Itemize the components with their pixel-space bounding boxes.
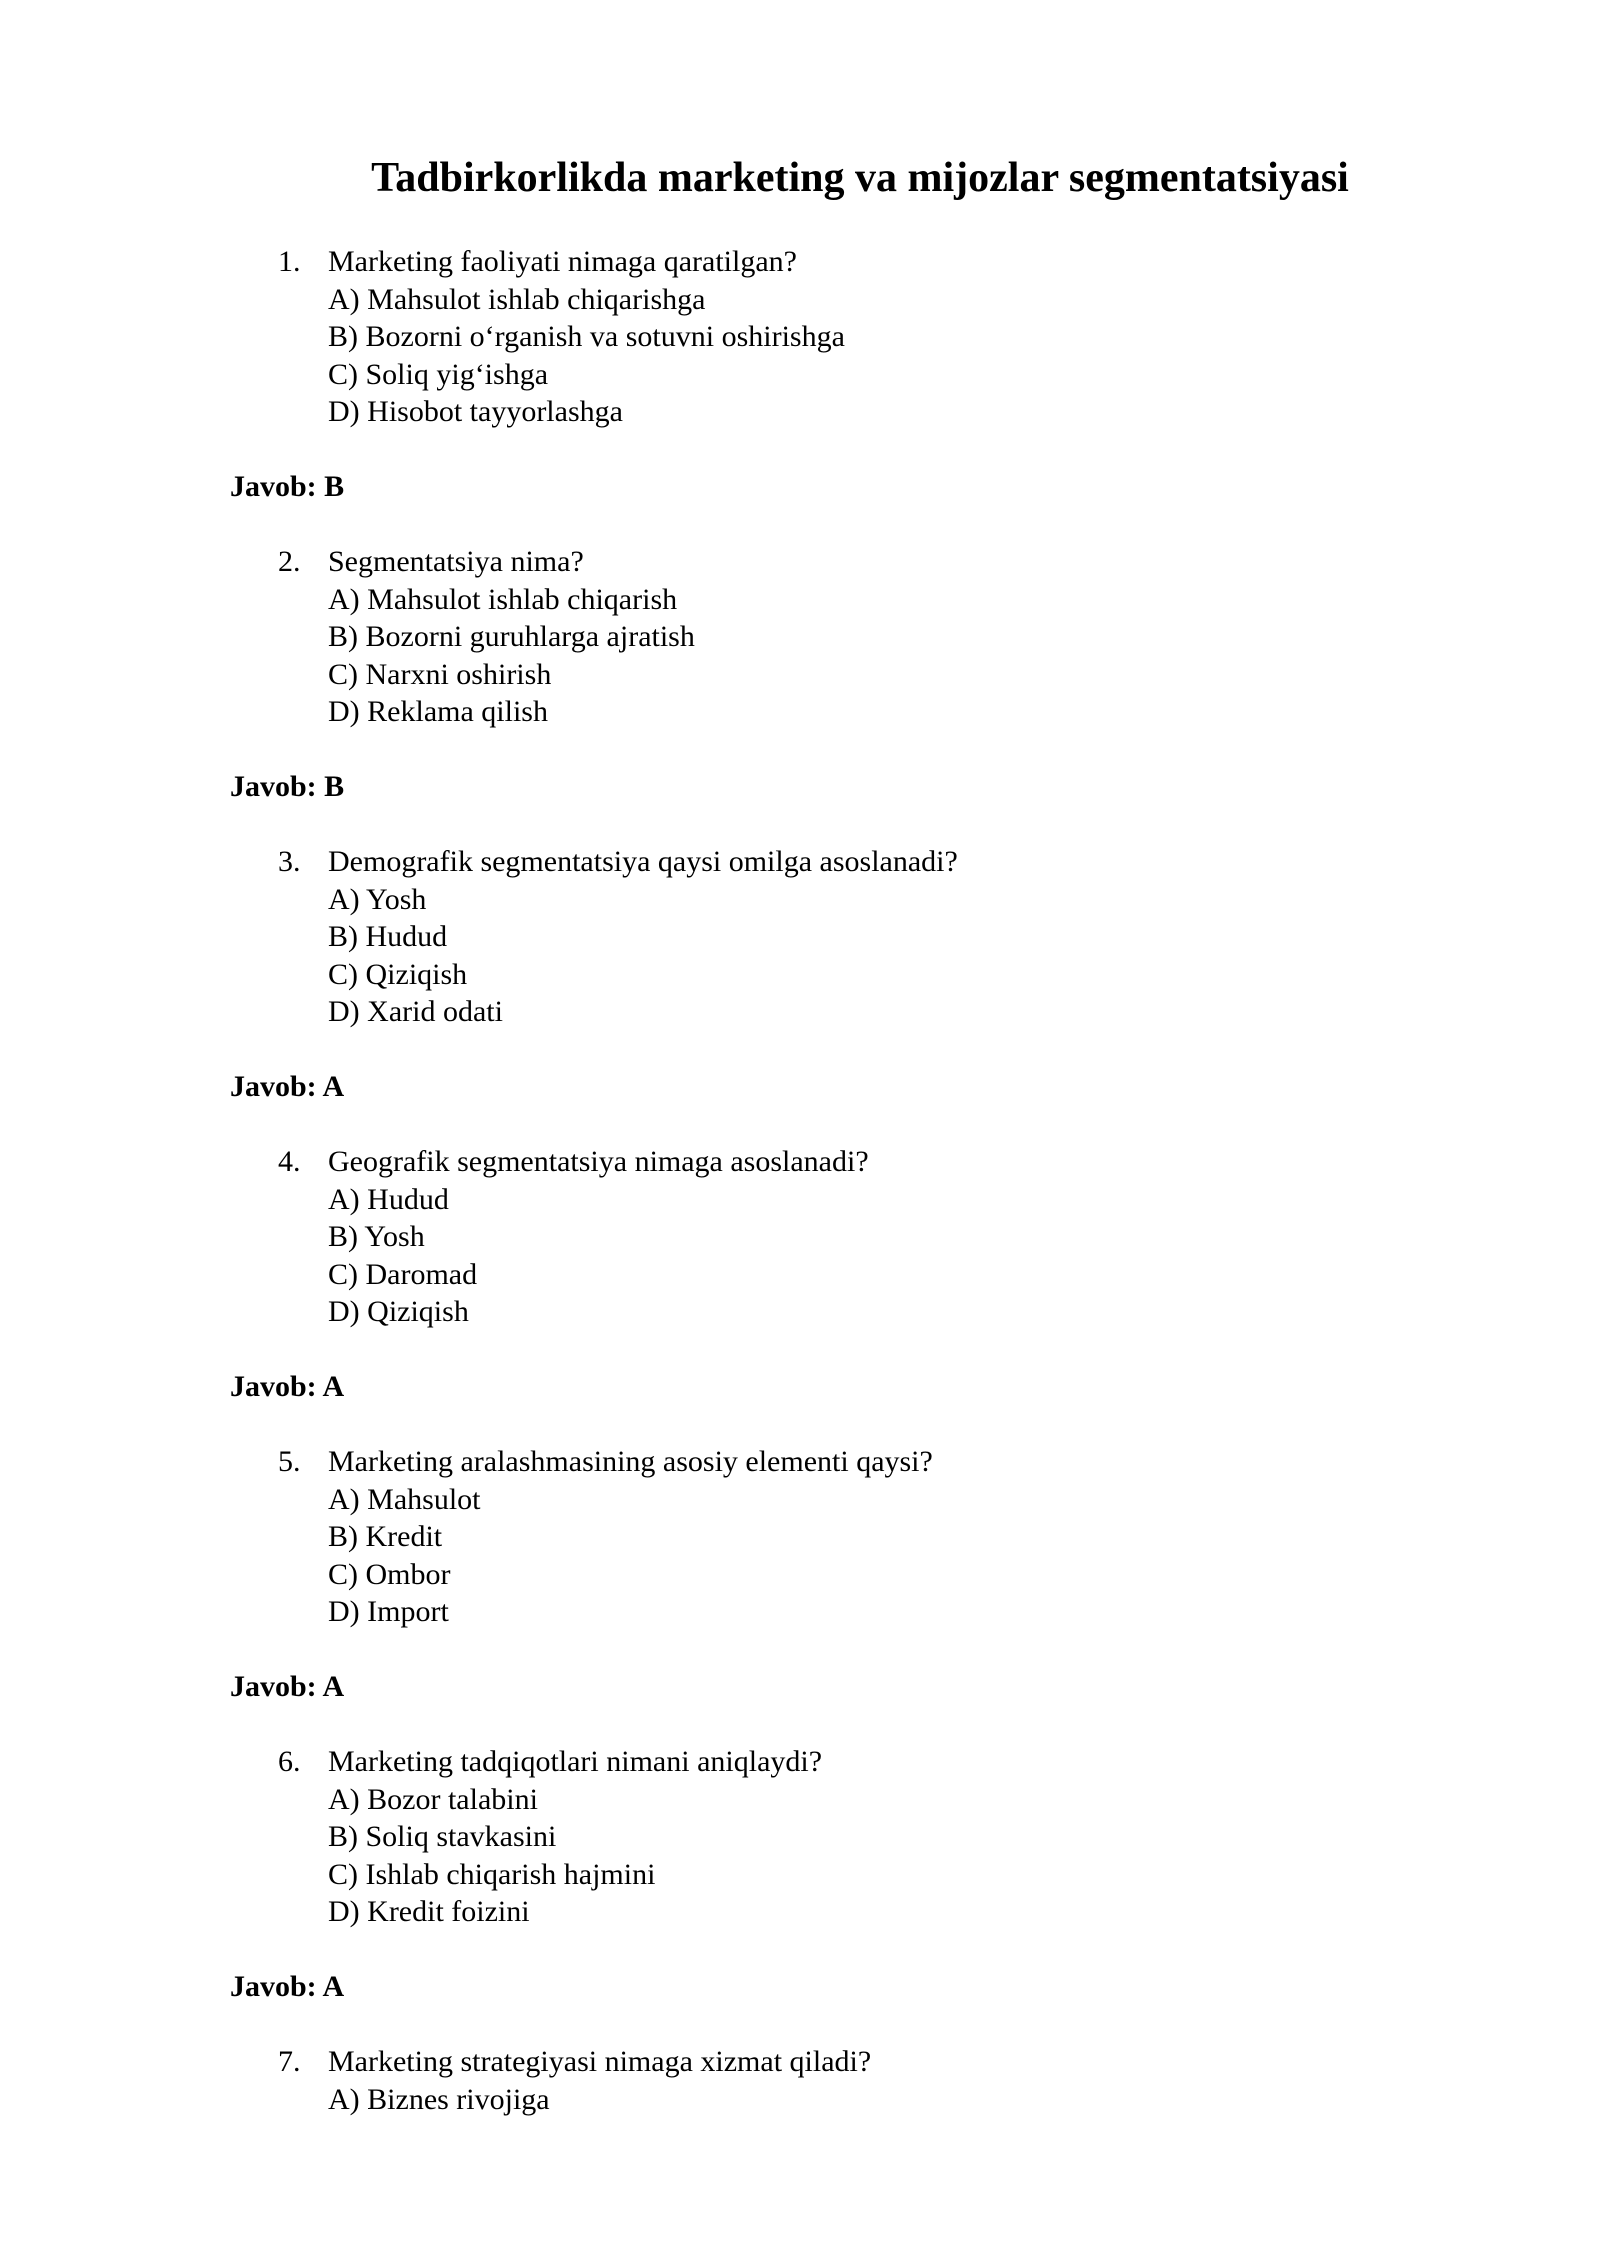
question-text bbox=[278, 1743, 822, 1781]
answer-4: Javob: A bbox=[230, 1370, 345, 1403]
option-a: A) Yosh bbox=[328, 882, 427, 916]
option-list bbox=[328, 2081, 550, 2119]
document-title: Tadbirkorlikda marketing va mijozlar segmentatsiyasi bbox=[371, 155, 1349, 201]
option-b: B) Bozorni guruhlarga ajratish bbox=[328, 620, 695, 653]
question-number: 2. bbox=[278, 545, 301, 578]
answer-6: Javob: A bbox=[230, 1970, 345, 2003]
question-label: Segmentatsiya nima? bbox=[328, 545, 584, 578]
option-c: C) Narxni oshirish bbox=[328, 657, 552, 691]
option-b: B) Bozorni o‘rganish va sotuvni oshirishga bbox=[328, 320, 845, 353]
option-a: A) Hudud bbox=[328, 1182, 449, 1216]
option-d: D) Qiziqish bbox=[328, 1295, 469, 1328]
option-d: D) Reklama qilish bbox=[328, 695, 548, 728]
option-a: A) Mahsulot bbox=[328, 1482, 481, 1516]
question-number: 5. bbox=[278, 1445, 301, 1478]
answer-1: Javob: B bbox=[230, 470, 345, 503]
question-text bbox=[278, 243, 797, 281]
question-number: 3. bbox=[278, 845, 301, 878]
question-label: Marketing aralashmasining asosiy elementi qaysi? bbox=[328, 1445, 933, 1478]
option-a: A) Mahsulot ishlab chiqarish bbox=[328, 582, 678, 616]
option-a: A) Mahsulot ishlab chiqarishga bbox=[328, 282, 706, 316]
question-number: 1. bbox=[278, 245, 301, 278]
option-list bbox=[328, 1781, 655, 1931]
question-label: Demografik segmentatsiya qaysi omilga asoslanadi? bbox=[328, 845, 958, 878]
question-label: Marketing tadqiqotlari nimani aniqlaydi? bbox=[328, 1745, 823, 1778]
answer-5: Javob: A bbox=[230, 1670, 345, 1703]
option-list bbox=[328, 581, 695, 731]
option-a: A) Bozor talabini bbox=[328, 1782, 538, 1816]
question-label: Geografik segmentatsiya nimaga asoslanadi? bbox=[328, 1145, 869, 1178]
question-label: Marketing faoliyati nimaga qaratilgan? bbox=[328, 245, 797, 278]
option-list bbox=[328, 881, 503, 1031]
option-c: C) Ishlab chiqarish hajmini bbox=[328, 1857, 656, 1891]
question-number: 4. bbox=[278, 1145, 301, 1178]
option-list bbox=[328, 281, 845, 431]
question-text bbox=[278, 843, 958, 881]
option-d: D) Import bbox=[328, 1595, 449, 1628]
answer-3: Javob: A bbox=[230, 1070, 345, 1103]
option-c: C) Qiziqish bbox=[328, 957, 468, 991]
question-text bbox=[278, 2043, 871, 2081]
option-c: C) Soliq yig‘ishga bbox=[328, 357, 549, 391]
question-text bbox=[278, 1143, 869, 1181]
option-a: A) Biznes rivojiga bbox=[328, 2082, 550, 2116]
answer-2: Javob: B bbox=[230, 770, 345, 803]
question-text bbox=[278, 543, 584, 581]
option-b: B) Kredit bbox=[328, 1520, 443, 1553]
option-b: B) Yosh bbox=[328, 1220, 425, 1253]
option-b: B) Hudud bbox=[328, 920, 448, 953]
option-b: B) Soliq stavkasini bbox=[328, 1820, 557, 1853]
option-c: C) Daromad bbox=[328, 1257, 478, 1291]
option-list bbox=[328, 1181, 477, 1331]
question-label: Marketing strategiyasi nimaga xizmat qiladi? bbox=[328, 2045, 872, 2078]
option-d: D) Hisobot tayyorlashga bbox=[328, 395, 623, 428]
option-d: D) Kredit foizini bbox=[328, 1895, 530, 1928]
question-number: 6. bbox=[278, 1745, 301, 1778]
question-number: 7. bbox=[278, 2045, 301, 2078]
option-list bbox=[328, 1481, 481, 1631]
option-d: D) Xarid odati bbox=[328, 995, 503, 1028]
question-text bbox=[278, 1443, 933, 1481]
option-c: C) Ombor bbox=[328, 1557, 451, 1591]
